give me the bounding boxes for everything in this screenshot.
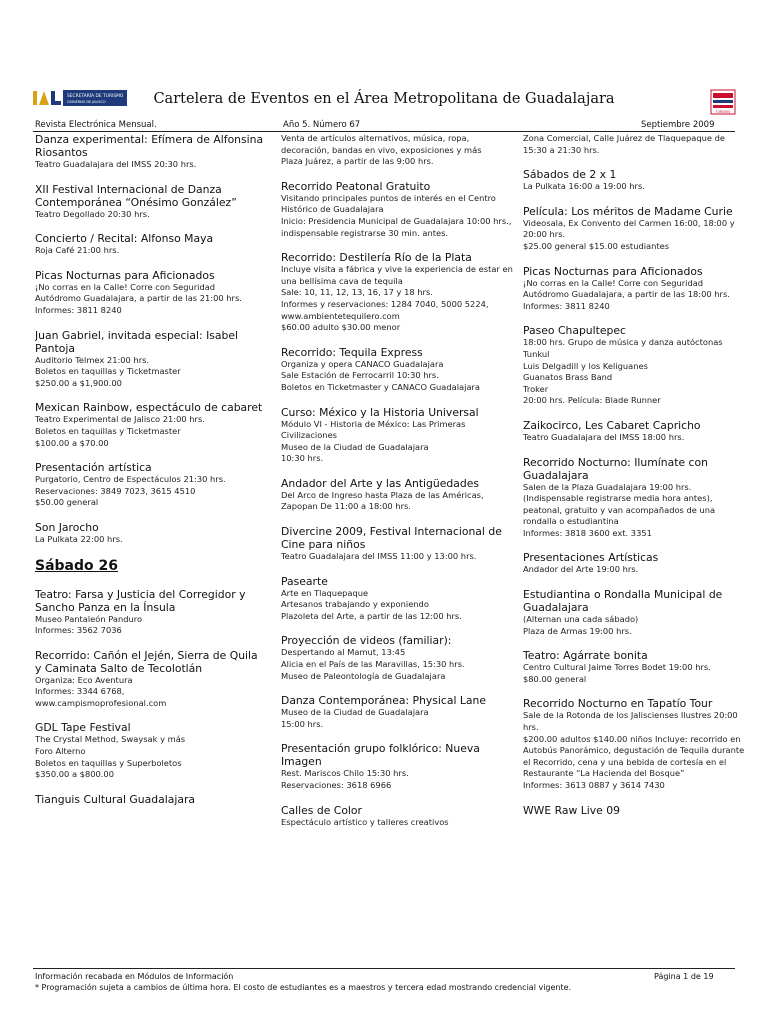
issue-number: Año 5. Número 67 [283,120,361,130]
event-detail: Zona Comercial, Calle Juárez de Tlaquepaque de 15:30 a 21:30 hrs. [523,133,725,155]
event-detail: $50.00 general [35,497,99,508]
event-item [281,742,513,791]
event-item [523,205,745,253]
event-item [35,461,267,509]
event-item [523,456,745,540]
event-detail: Despertando al Mamut, 13:45 [281,647,406,658]
event-detail: Alicia en el País de las Maravillas, 15:30 hrs. [281,659,465,670]
event-item [281,477,513,513]
event-detail: $25.00 general $15.00 estudiantes [523,240,670,251]
event-title: Danza experimental: Efímera de Alfonsina Riosantos [35,133,264,159]
event-item [523,265,745,313]
event-detail: Troker [523,383,549,394]
event-detail: ¡No corras en la Calle! Corre con Seguridad [35,281,216,292]
event-title: Juan Gabriel, invitada especial: Isabel Pantoja [35,328,238,355]
event-detail: Plaza Juárez, a partir de las 9:00 hrs. [281,156,434,167]
event-detail: www.campismoprofesional.com [35,697,167,708]
event-detail: Auditorio Telmex 21:00 hrs. [35,354,150,365]
event-detail: Reservaciones: 3849 7023, 3615 4510 [35,485,196,496]
event-title: GDL Tape Festival [35,721,131,735]
event-detail: $100.00 a $70.00 [35,437,109,448]
event-title: Andador del Arte y las Antigüedades [281,476,479,490]
event-title: Teatro: Farsa y Justicia del Corregidor y Sancho Panza en la Ínsula [35,587,246,614]
event-detail: 20:00 hrs. Película: Blade Runner [523,395,661,406]
event-detail: Rest. Mariscos Chilo 15:30 hrs. [281,768,409,779]
events-column-3 [523,133,745,966]
document-title: Cartelera de Eventos en el Área Metropolitana de Guadalajara [153,91,615,107]
event-title: Recorrido: Destilería Río de la Plata [281,251,472,265]
event-title: Divercine 2009, Festival Internacional de Cine para niños [281,525,502,552]
event-detail: Sale: 10, 11, 12, 13, 16, 17 y 18 hrs. [281,287,433,298]
event-detail: Autódromo Guadalajara, a partir de las 21:00 hrs. [35,293,242,304]
event-detail: The Crystal Method, Swaysak y más [35,734,186,745]
event-title: Presentación grupo folklórico: Nueva Imagen [281,742,480,769]
event-title: Mexican Rainbow, espectáculo de cabaret [35,401,263,415]
event-title: Picas Nocturnas para Aficionados [35,268,215,282]
event-title: Recorrido: Cañón el Jején, Sierra de Quila y Caminata Salto de Tecolotlán [35,648,258,675]
event-title: Proyección de videos (familiar): [281,634,452,648]
event-detail: Boletos en taquillas y Ticketmaster [35,366,181,377]
event-item [281,694,513,730]
event-detail: Museo de la Ciudad de Guadalajara [281,441,429,452]
event-item [523,168,745,193]
event-detail: Autódromo Guadalajara, a partir de las 18:00 hrs. [523,289,730,300]
event-detail: Organiza: Eco Aventura [35,674,133,685]
event-title: Pasearte [281,574,328,588]
event-item [35,649,267,710]
footer-rule [33,968,735,969]
event-detail: Informes: 3811 8240 [523,300,610,311]
event-detail: Boletos en taquillas y Superboletos [35,757,182,768]
event-detail: 10:30 hrs. [281,453,324,464]
event-detail: Del Arco de Ingreso hasta Plaza de las Américas, Zapopan De 11:00 a 18:00 hrs. [281,489,484,512]
event-title: XII Festival Internacional de Danza Contemporánea “Onésimo González” [35,182,237,209]
issue-month: Septiembre 2009 [641,120,715,130]
event-detail: Boletos en Ticketmaster y CANACO Guadalajara [281,381,481,392]
events-column-1 [35,133,267,966]
event-item [523,133,745,156]
event-item [281,251,513,334]
event-item [281,346,513,394]
event-title: Son Jarocho [35,520,99,534]
day-heading: Sábado 26 [35,557,118,574]
event-item [35,269,267,317]
event-title: Presentaciones Artísticas [523,551,659,565]
event-detail: Venta de artículos alternativos, música, ropa, decoración, bandas en vivo, exposiciones y más [281,133,482,155]
event-detail: $350.00 a $800.00 [35,769,114,780]
event-detail: La Pulkata 16:00 a 19:00 hrs. [523,181,645,192]
event-detail: Sale Estación de Ferrocarril 10:30 hrs. [281,370,439,381]
event-detail: Artesanos trabajando y exponiendo [281,599,429,610]
event-item [35,329,267,390]
event-title: Recorrido Nocturno: Ilumínate con Guadalajara [523,455,708,482]
events-column-2 [281,133,513,966]
event-detail: $80.00 general [523,673,587,684]
event-detail: Informes: 3818 3600 ext. 3351 [523,527,652,538]
footer-disclaimer: * Programación sujeta a cambios de última hora. El costo de estudiantes es a maestros y tercera edad mostrando credencial vigente. [35,983,572,992]
event-title: Danza Contemporánea: Physical Lane [281,694,487,708]
event-item [523,551,745,576]
event-detail: Sale de la Rotonda de los Jaliscienses Ilustres 20:00 hrs. [523,710,738,733]
event-item [523,804,745,817]
event-detail: Boletos en taquillas y Ticketmaster [35,425,181,436]
event-detail: $200.00 adultos $140.00 niños Incluye: recorrido en Autobús Panorámico, degustación de Tequila durante el Recorrido, cena y una bebida de cortesía en el Restaurante “La Hacienda del Bosque” [523,733,745,779]
event-title: Recorrido: Tequila Express [281,345,423,359]
event-item [35,133,267,171]
event-detail: Guanatos Brass Band [523,372,613,383]
event-detail: ¡No corras en la Calle! Corre con Seguridad [523,277,704,288]
event-detail: Módulo VI - Historia de México: Las Primeras Civilizaciones [281,418,466,441]
event-detail: Visitando principales puntos de interés en el Centro Histórico de Guadalajara [281,192,496,215]
event-detail: La Pulkata 22:00 hrs. [35,533,123,544]
event-detail: Espectáculo artístico y talleres creativos [281,816,449,827]
logo-right-text: TURISMO [715,110,731,114]
logo-subtext: GOBIERNO DE JALISCO [67,100,106,104]
event-title: Calles de Color [281,803,362,817]
event-detail: 15:00 hrs. [281,718,324,729]
event-detail: Teatro Guadalajara del IMSS 20:30 hrs. [35,159,197,169]
event-detail: Purgatorio, Centro de Espectáculos 21:30 hrs. [35,474,226,485]
event-detail: Museo de la Ciudad de Guadalajara [281,707,429,718]
event-detail: Centro Cultural Jaime Torres Bodet 19:00 hrs. [523,662,711,673]
event-item [35,401,267,449]
event-detail: Inicio: Presidencia Municipal de Guadalajara 10:00 hrs., indispensable registrarse 30 min. antes. [281,215,512,238]
event-item [35,521,267,546]
event-title: Recorrido Peatonal Gratuito [281,179,431,193]
event-title: WWE Raw Live 09 [523,803,620,817]
event-detail: Organiza y opera CANACO Guadalajara [281,358,444,369]
event-detail: Teatro Experimental de Jalisco 21:00 hrs. [35,414,205,425]
event-detail: $60.00 adulto $30.00 menor [281,322,401,333]
event-detail: Arte en Tlaquepaque [281,587,369,598]
event-detail: Roja Café 21:00 hrs. [35,245,120,256]
event-item [281,406,513,465]
event-item [35,588,267,637]
event-title: Película: Los méritos de Madame Curie [523,204,733,218]
event-detail: Informes: 3562 7036 [35,625,122,636]
event-title: Estudiantina o Rondalla Municipal de Guadalajara [523,588,723,615]
event-item [281,634,513,682]
event-detail: (Alternan una cada sábado) [523,614,639,625]
event-item [35,721,267,780]
event-detail: Salen de la Plaza Guadalajara 19:00 hrs. (Indispensable registrarse media hora antes), peatonal, gratuito y van acompañados de una rondalla o estudiantina [523,481,716,527]
event-item [281,525,513,563]
event-item [523,419,745,444]
event-title: Picas Nocturnas para Aficionados [523,264,703,278]
event-detail: Informes: 3811 8240 [35,304,122,315]
event-title: Curso: México y la Historia Universal [281,405,479,419]
event-item [523,588,745,637]
event-detail: Teatro Guadalajara del IMSS 11:00 y 13:00 hrs. [281,551,477,562]
logo-text: SECRETARÍA DE TURISMO [67,94,124,99]
publication-label: Revista Electrónica Mensual. [35,120,157,130]
event-detail: Teatro Guadalajara del IMSS 18:00 hrs. [523,431,685,442]
event-item [281,180,513,239]
event-detail: Foro Alterno [35,746,86,757]
event-title: Paseo Chapultepec [523,324,626,338]
event-detail: Informes: 3613 0887 y 3614 7430 [523,780,665,790]
event-detail: Teatro Degollado 20:30 hrs. [35,208,150,219]
event-item [35,183,267,221]
event-detail: Reservaciones: 3618 6966 [281,780,392,790]
event-title: Tianguis Cultural Guadalajara [35,792,196,806]
event-detail: Plaza de Armas 19:00 hrs. [523,625,632,636]
event-detail: Informes y reservaciones: 1284 7040, 5000 5224, www.ambientetequilero.com [281,298,489,321]
event-title: Presentación artística [35,461,152,475]
event-title: Teatro: Agárrate bonita [523,649,648,663]
event-detail: Museo Pantaleón Panduro [35,613,143,624]
event-item [523,697,745,791]
event-detail: 18:00 hrs. Grupo de música y danza autóctonas Tunkul [523,337,723,359]
event-detail: Luis Delgadill y los Keliguanes [523,360,648,371]
page-number: Página 1 de 19 [654,972,714,981]
event-item [523,324,745,407]
event-title: Concierto / Recital: Alfonso Maya [35,232,214,246]
event-item [35,793,267,806]
event-detail: Museo de Paleontología de Guadalajara [281,670,446,681]
event-detail: Informes: 3344 6768, [35,686,125,697]
event-detail: Incluye visita a fábrica y vive la experiencia de estar en una bellísima cava de tequila [281,264,513,286]
event-item [281,575,513,623]
event-detail: $250.00 a $1,900.00 [35,377,122,388]
footer-source: Información recabada en Módulos de Información [35,972,234,981]
event-item [281,804,513,829]
event-detail: Videosala, Ex Convento del Carmen 16:00, 18:00 y 20:00 hrs. [523,217,735,240]
event-title: Recorrido Nocturno en Tapatío Tour [523,697,713,711]
event-item [523,649,745,685]
event-item [35,232,267,257]
event-detail: Andador del Arte 19:00 hrs. [523,564,639,575]
event-title: Sábados de 2 x 1 [523,168,617,182]
event-item [281,133,513,168]
event-title: Zaikocirco, Les Cabaret Capricho [523,418,701,432]
header-rule [33,131,735,132]
event-detail: Plazoleta del Arte, a partir de las 12:00 hrs. [281,610,462,621]
